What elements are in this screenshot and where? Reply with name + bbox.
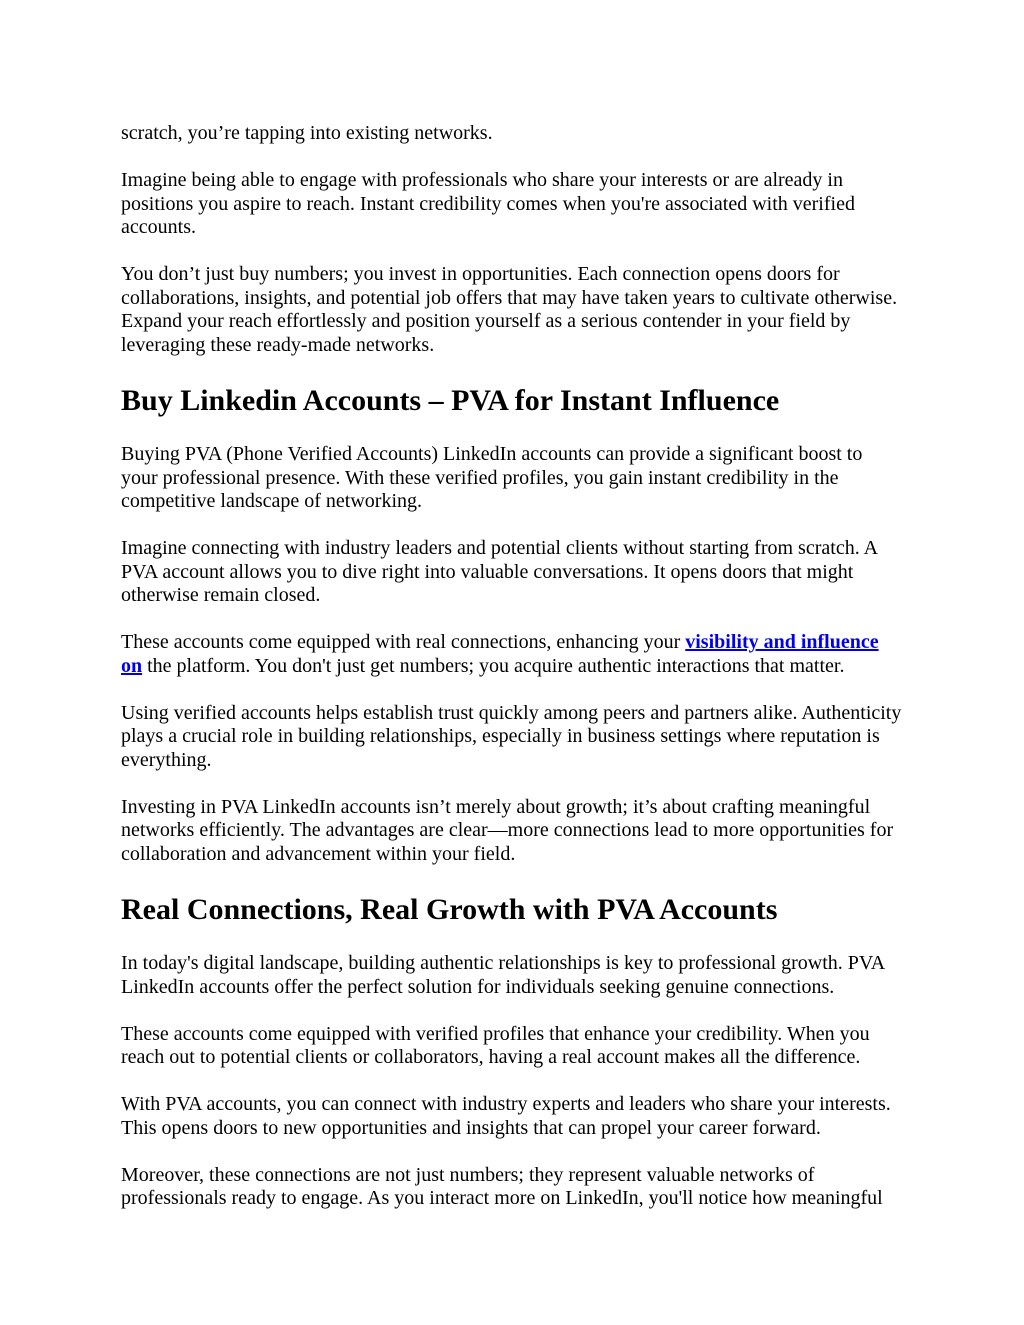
paragraph: With PVA accounts, you can connect with industry experts and leaders who share your interests. This opens doors to new opportunities and insights that can propel your career forward. bbox=[121, 1093, 891, 1139]
paragraph bbox=[121, 631, 904, 678]
paragraph: Buying PVA (Phone Verified Accounts) LinkedIn accounts can provide a significant boost to your professional presence. With these verified profiles, you gain instant credibility in the competitive landscape of networking. bbox=[121, 443, 863, 512]
visibility-influence-link[interactable]: visibility and influence on bbox=[121, 631, 879, 677]
paragraph: These accounts come equipped with verified profiles that enhance your credibility. When you reach out to potential clients or collaborators, having a real account makes all the difference. bbox=[121, 1022, 870, 1068]
paragraph: scratch, you’re tapping into existing networks. bbox=[121, 122, 493, 144]
paragraph: Investing in PVA LinkedIn accounts isn’t merely about growth; it’s about crafting meaningful networks efficiently. The advantages are clear—more connections lead to more opportunities for collaboration and advancement within your field. bbox=[121, 795, 894, 865]
paragraph-text: These accounts come equipped with real connections, enhancing your bbox=[121, 631, 686, 653]
document-body bbox=[121, 122, 904, 1211]
section-heading: Real Connections, Real Growth with PVA Accounts bbox=[121, 893, 778, 926]
paragraph: Imagine being able to engage with professionals who share your interests or are already in positions you aspire to reach. Instant credibility comes when you're associated with verified accounts. bbox=[121, 169, 855, 238]
paragraph: In today's digital landscape, building authentic relationships is key to professional growth. PVA LinkedIn accounts offer the perfect solution for individuals seeking genuine connections. bbox=[121, 952, 885, 998]
section-heading: Buy Linkedin Accounts – PVA for Instant Influence bbox=[121, 384, 780, 417]
paragraph-text: the platform. You don't just get numbers; you acquire authentic interactions that matter. bbox=[142, 654, 845, 677]
paragraph: You don’t just buy numbers; you invest in opportunities. Each connection opens doors for collaborations, insights, and potential job offers that may have taken years to cultivate otherwise. Expand your reach effortlessly and position yourself as a serious contender in your field by leveraging these ready-made networks. bbox=[121, 263, 898, 356]
paragraph: Using verified accounts helps establish trust quickly among peers and partners alike. Authenticity plays a crucial role in building relationships, especially in business settings where reputation is everything. bbox=[121, 701, 902, 771]
paragraph: Moreover, these connections are not just numbers; they represent valuable networks of professionals ready to engage. As you interact more on LinkedIn, you'll notice how meaningful bbox=[121, 1163, 883, 1209]
paragraph: Imagine connecting with industry leaders and potential clients without starting from scratch. A PVA account allows you to dive right into valuable conversations. It opens doors that might otherwise remain closed. bbox=[121, 537, 877, 606]
